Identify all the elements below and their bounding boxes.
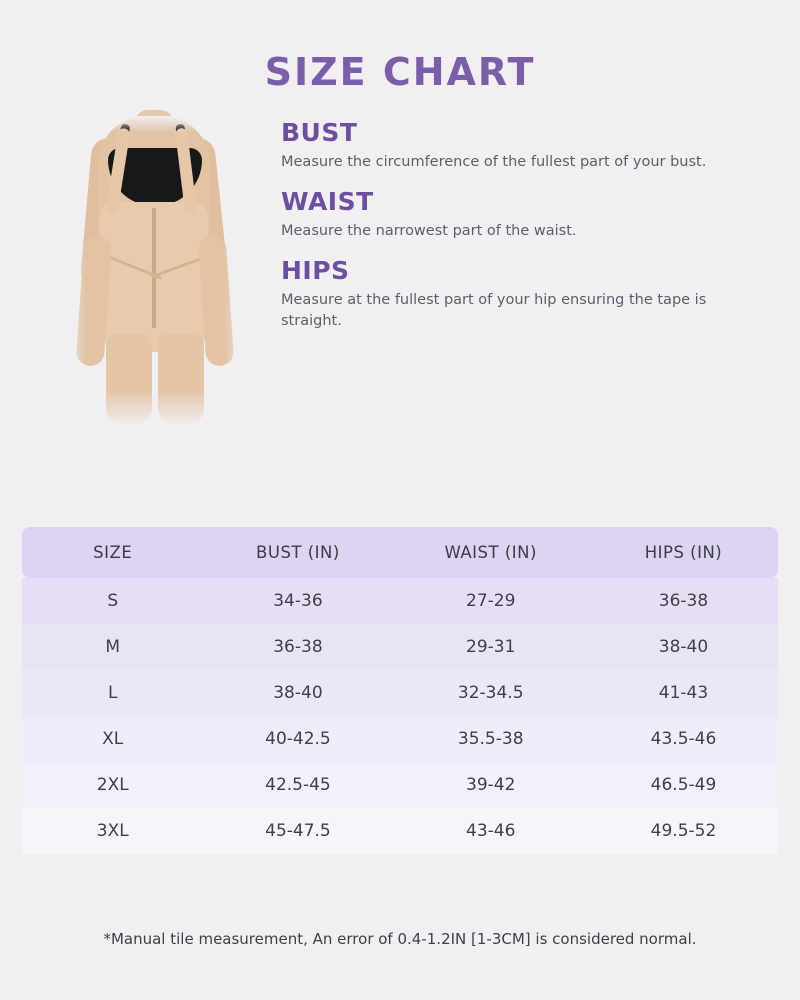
model-fade-top (60, 116, 250, 132)
table-row (22, 716, 778, 762)
cell-bust: 42.5-45 (265, 775, 331, 795)
cell-waist: 43-46 (466, 821, 516, 841)
cell-size: S (107, 591, 119, 611)
size-table-head (22, 527, 778, 578)
header-hips: HIPS (IN) (589, 527, 778, 578)
measurement-instructions (281, 118, 761, 346)
cell-bust: 45-47.5 (265, 821, 331, 841)
measurement-waist-heading: WAIST (281, 187, 374, 217)
cell-waist: 29-31 (466, 637, 516, 657)
cell-size: XL (102, 729, 124, 749)
cell-waist: 32-34.5 (457, 683, 524, 703)
size-table-body (22, 578, 778, 854)
cell-size: 2XL (96, 775, 129, 795)
size-table (22, 527, 778, 854)
cell-size: M (105, 637, 121, 657)
cell-waist: 39-42 (466, 775, 516, 795)
measurement-waist-description: Measure the narrowest part of the waist. (281, 223, 577, 240)
cell-hips: 43.5-46 (650, 729, 717, 749)
cell-waist: 27-29 (466, 591, 516, 611)
cell-bust: 40-42.5 (265, 729, 331, 749)
header-bust: BUST (IN) (203, 527, 392, 578)
measurement-bust-heading: BUST (281, 118, 358, 147)
cell-hips: 38-40 (658, 637, 709, 657)
cell-size: L (107, 683, 118, 703)
measurement-hips-heading: HIPS (281, 256, 350, 286)
header-waist: WAIST (IN) (392, 527, 589, 578)
table-row (22, 808, 778, 854)
model-photo (60, 116, 250, 426)
model-bodysuit-zipper (152, 208, 156, 328)
size-table-header-row (22, 527, 778, 578)
cell-waist: 35.5-38 (457, 729, 524, 749)
measurement-hips-description: Measure at the fullest part of your hip ensuring the tape is straight. (281, 292, 707, 330)
model-fade-right (224, 116, 250, 426)
measurement-hips (281, 256, 761, 332)
table-row (22, 578, 778, 624)
cell-hips: 46.5-49 (650, 775, 717, 795)
measurement-waist (281, 187, 761, 242)
cell-hips: 36-38 (658, 591, 709, 611)
model-fade-left (60, 116, 86, 426)
cell-bust: 36-38 (273, 637, 323, 657)
cell-bust: 38-40 (273, 683, 323, 703)
cell-hips: 49.5-52 (650, 821, 717, 841)
measurement-bust (281, 118, 761, 173)
header-size: SIZE (22, 527, 203, 578)
table-row (22, 670, 778, 716)
shapewear-model-illustration (60, 116, 250, 426)
cell-bust: 34-36 (273, 591, 323, 611)
measurement-bust-description: Measure the circumference of the fullest part of your bust. (281, 154, 707, 170)
cell-size: 3XL (96, 821, 129, 841)
page-title: SIZE CHART (264, 50, 536, 94)
hero-section (0, 116, 800, 446)
measurement-note: *Manual tile measurement, An error of 0.4-1.2IN [1-3CM] is considered normal. (103, 930, 697, 948)
table-row (22, 624, 778, 670)
cell-hips: 41-43 (658, 683, 709, 703)
model-fade-bottom (60, 390, 250, 426)
table-row (22, 762, 778, 808)
